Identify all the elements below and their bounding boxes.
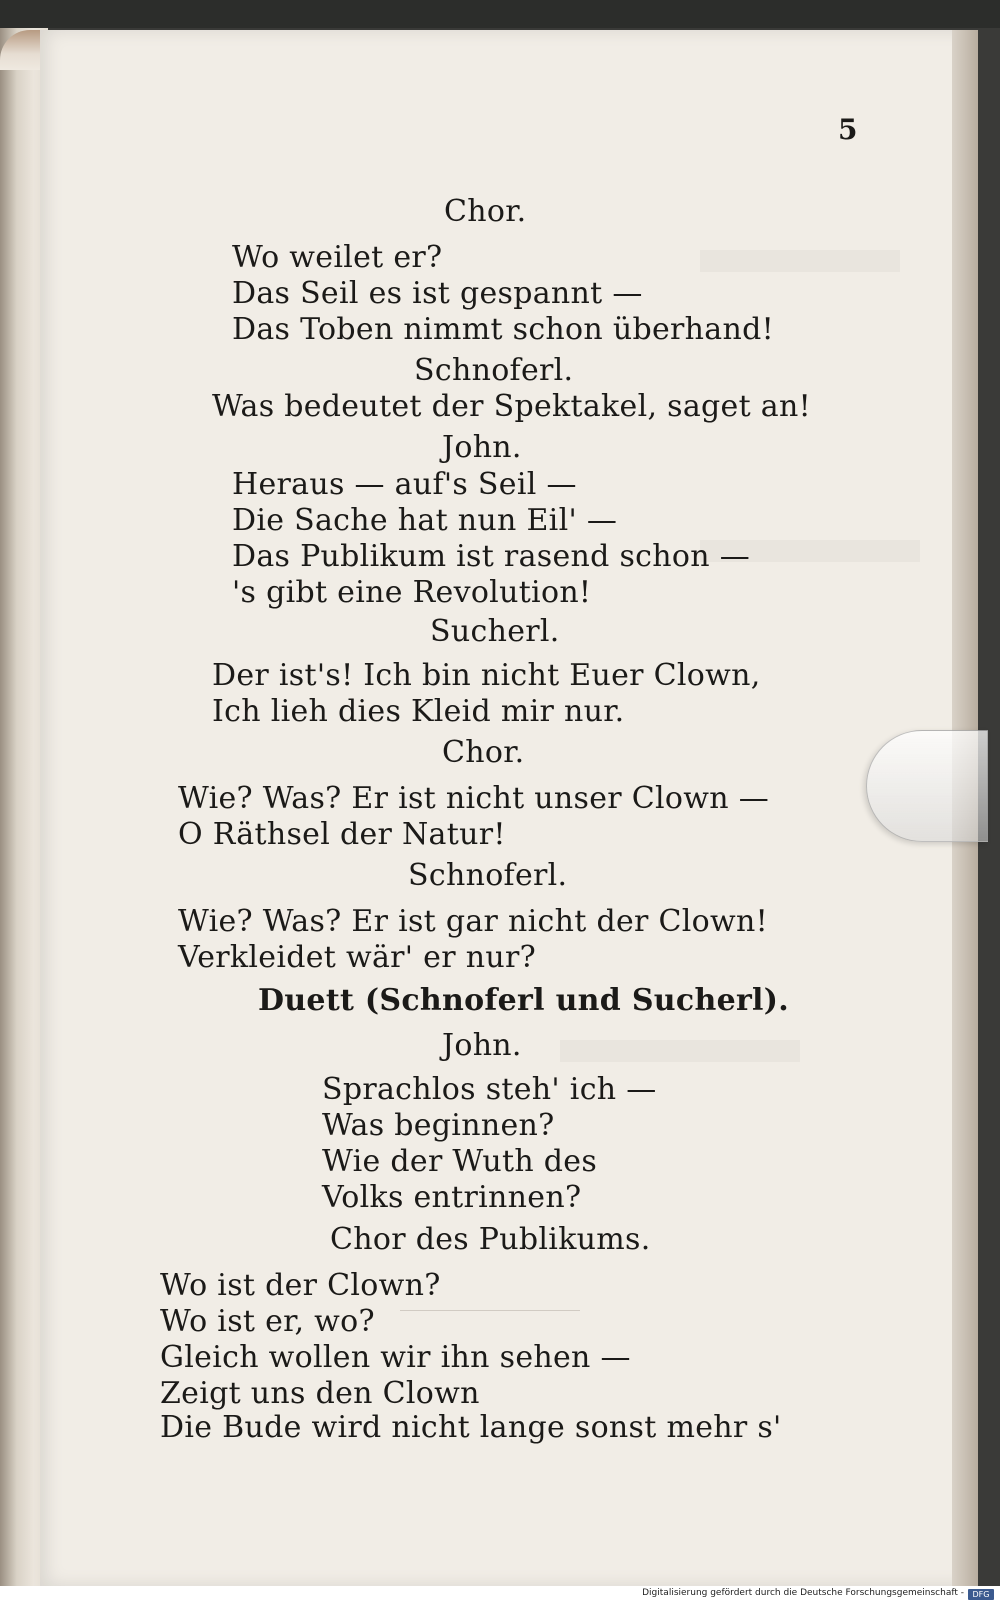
- speaker-heading: Schnoferl.: [414, 353, 574, 388]
- speaker-heading: John.: [442, 430, 522, 465]
- verse-line: Wo ist er, wo?: [160, 1304, 375, 1339]
- transparent-page-clip: [866, 730, 988, 842]
- verse-line: Wie der Wuth des: [322, 1144, 598, 1179]
- speaker-heading: Sucherl.: [430, 614, 560, 649]
- page-number: 5: [838, 113, 858, 146]
- speaker-heading: Schnoferl.: [408, 858, 568, 893]
- verse-line: Verkleidet wär' er nur?: [178, 940, 536, 975]
- separator-rule: [400, 1310, 580, 1311]
- verse-line: O Räthsel der Natur!: [178, 817, 506, 852]
- verse-line: Die Sache hat nun Eil' —: [232, 503, 618, 538]
- verse-line: Das Publikum ist rasend schon —: [232, 539, 751, 574]
- verse-line: Zeigt uns den Clown: [160, 1376, 480, 1411]
- verse-line: Der ist's! Ich bin nicht Euer Clown,: [212, 658, 761, 693]
- verse-line: Sprachlos steh' ich —: [322, 1072, 657, 1107]
- verse-line: Das Toben nimmt schon überhand!: [232, 312, 774, 347]
- verse-line: Die Bude wird nicht lange sonst mehr s': [160, 1410, 782, 1445]
- verse-line: 's gibt eine Revolution!: [232, 575, 592, 610]
- verse-line: Was beginnen?: [322, 1108, 555, 1143]
- verse-line: Wie? Was? Er ist nicht unser Clown —: [178, 781, 770, 816]
- verse-line: Volks entrinnen?: [322, 1180, 582, 1215]
- speaker-heading: Chor des Publikums.: [330, 1222, 651, 1257]
- speaker-heading: John.: [442, 1028, 522, 1063]
- section-heading: Duett (Schnoferl und Sucherl).: [258, 983, 789, 1018]
- scan-background-top: [0, 0, 1000, 28]
- speaker-heading: Chor.: [442, 735, 525, 770]
- verse-line: Wo weilet er?: [232, 240, 443, 275]
- dfg-logo: DFG: [968, 1589, 994, 1600]
- verse-line: Was bedeutet der Spektakel, saget an!: [212, 389, 811, 424]
- speaker-heading: Chor.: [444, 194, 527, 229]
- verse-line: Wie? Was? Er ist gar nicht der Clown!: [178, 904, 768, 939]
- verse-line: Ich lieh dies Kleid mir nur.: [212, 694, 625, 729]
- verse-line: Heraus — auf's Seil —: [232, 467, 577, 502]
- verse-line: Das Seil es ist gespannt —: [232, 276, 643, 311]
- verse-line: Wo ist der Clown?: [160, 1268, 441, 1303]
- verse-line: Gleich wollen wir ihn sehen —: [160, 1340, 631, 1375]
- digitization-credit: Digitalisierung gefördert durch die Deutsche Forschungsgemeinschaft -: [642, 1588, 964, 1598]
